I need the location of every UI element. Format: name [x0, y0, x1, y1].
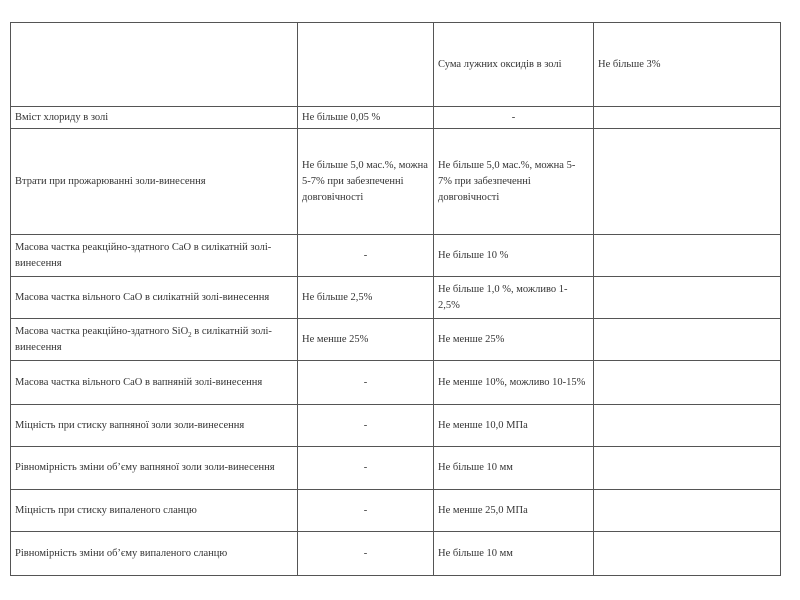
value-cell: Не менше 25%: [434, 319, 594, 361]
value-cell: -: [298, 490, 434, 532]
parameter-cell: [11, 319, 298, 361]
value-cell: Не більше 5,0 мас.%, можна 5-7% при забезпеченні довговічності: [434, 129, 594, 235]
value-cell: -: [298, 235, 434, 277]
table-row: [11, 23, 781, 107]
table-row: [11, 532, 781, 576]
value-cell: Не більше 0,05 %: [298, 107, 434, 129]
table-row: [11, 490, 781, 532]
value-cell: -: [298, 361, 434, 405]
value-cell: Не менше 25,0 МПа: [434, 490, 594, 532]
table-row: [11, 361, 781, 405]
requirements-table: [10, 22, 781, 576]
value-cell: [594, 361, 781, 405]
value-cell: [594, 277, 781, 319]
value-cell: -: [298, 447, 434, 490]
parameter-cell: Міцність при стиску випаленого сланцю: [11, 490, 298, 532]
table-row: [11, 129, 781, 235]
value-cell: Не менше 25%: [298, 319, 434, 361]
table-row: [11, 447, 781, 490]
value-cell: [594, 107, 781, 129]
parameter-cell: Масова частка вільного CaO в вапняній золі-винесення: [11, 361, 298, 405]
parameter-cell: Вміст хлориду в золі: [11, 107, 298, 129]
parameter-cell: Міцність при стиску вапняної золи золи-винесення: [11, 405, 298, 447]
value-cell: [594, 235, 781, 277]
value-cell: Не більше 10 мм: [434, 532, 594, 576]
cell: Сума лужних оксидів в золі: [434, 23, 594, 107]
value-cell: Не більше 10 мм: [434, 447, 594, 490]
value-cell: [594, 447, 781, 490]
value-cell: [594, 319, 781, 361]
value-cell: Не менше 10,0 МПа: [434, 405, 594, 447]
parameter-cell: Масова частка реакційно-здатного CaO в силікатній золі-винесення: [11, 235, 298, 277]
table-row: [11, 319, 781, 361]
table-row: [11, 107, 781, 129]
parameter-cell: Масова частка вільного CaO в силікатній золі-винесення: [11, 277, 298, 319]
parameter-cell: Рівномірність зміни об’єму вапняної золи золи-винесення: [11, 447, 298, 490]
parameter-cell: Втрати при прожарюванні золи-винесення: [11, 129, 298, 235]
value-cell: [594, 532, 781, 576]
subscript: 2: [188, 330, 192, 339]
value-cell: [594, 405, 781, 447]
text: в силікатній золі-винесення: [15, 325, 272, 353]
table-row: [11, 277, 781, 319]
text: Масова частка реакційно-здатного SiO: [15, 325, 189, 337]
cell: [298, 23, 434, 107]
cell: Не більше 3%: [594, 23, 781, 107]
value-cell: Не більше 5,0 мас.%, можна 5-7% при забезпеченні довговічності: [298, 129, 434, 235]
value-cell: Не більше 10 %: [434, 235, 594, 277]
value-cell: -: [298, 405, 434, 447]
value-cell: -: [434, 107, 594, 129]
table-row: [11, 235, 781, 277]
value-cell: Не більше 2,5%: [298, 277, 434, 319]
cell: [11, 23, 298, 107]
value-cell: [594, 129, 781, 235]
parameter-cell: Рівномірність зміни об’єму випаленого сланцю: [11, 532, 298, 576]
value-cell: Не більше 1,0 %, можливо 1-2,5%: [434, 277, 594, 319]
value-cell: [594, 490, 781, 532]
value-cell: -: [298, 532, 434, 576]
value-cell: Не менше 10%, можливо 10-15%: [434, 361, 594, 405]
table-row: [11, 405, 781, 447]
